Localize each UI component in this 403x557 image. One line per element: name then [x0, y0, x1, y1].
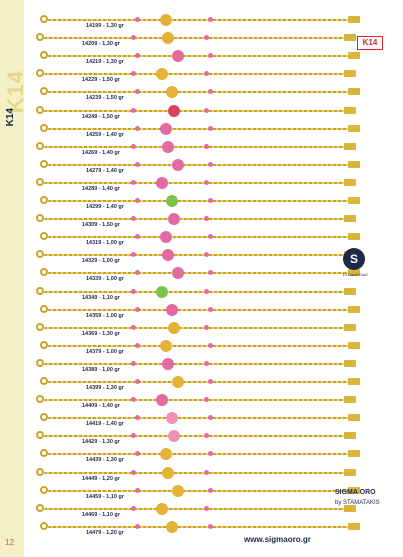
charm-icon	[172, 485, 184, 497]
bracelet-item	[40, 231, 360, 249]
charm-icon	[168, 105, 180, 117]
clasp-icon	[40, 124, 48, 132]
bead-icon	[131, 180, 136, 185]
tag-icon	[348, 52, 360, 59]
bead-icon	[208, 270, 213, 275]
bead-icon	[208, 415, 213, 420]
tag-icon	[344, 34, 356, 41]
chain-line	[48, 309, 350, 311]
chain-line	[44, 435, 346, 437]
charm-icon	[156, 177, 168, 189]
charm-icon	[156, 286, 168, 298]
bead-icon	[131, 506, 136, 511]
tag-icon	[344, 143, 356, 150]
clasp-icon	[36, 33, 44, 41]
bracelet-item	[36, 177, 356, 195]
chain-line	[44, 472, 346, 474]
product-code: 14219 - 1,30 gr	[86, 59, 124, 66]
side-label-small: K14	[5, 108, 16, 127]
bead-icon	[135, 451, 140, 456]
chain-line	[48, 236, 350, 238]
chain-line	[44, 218, 346, 220]
charm-icon	[160, 448, 172, 460]
tag-icon	[344, 360, 356, 367]
tag-icon	[348, 88, 360, 95]
product-code: 14369 - 1,30 gr	[82, 330, 120, 337]
clasp-icon	[36, 504, 44, 512]
bead-icon	[135, 234, 140, 239]
bracelet-item	[36, 32, 356, 50]
chain-line	[48, 526, 350, 528]
bead-icon	[204, 433, 209, 438]
bead-icon	[208, 126, 213, 131]
bead-icon	[131, 252, 136, 257]
side-strip	[0, 0, 28, 557]
product-code: 14299 - 1,40 gr	[86, 204, 124, 210]
tag-icon	[348, 197, 360, 204]
charm-icon	[160, 231, 172, 243]
product-code: 14199 - 1,30 gr	[86, 23, 124, 29]
bead-icon	[208, 488, 213, 493]
charm-icon	[166, 412, 178, 424]
bead-icon	[131, 71, 136, 76]
bracelet-item	[40, 304, 360, 322]
bracelet-item	[40, 123, 360, 141]
chain-line	[44, 146, 346, 148]
product-code: 14269 - 1,40 gr	[82, 149, 120, 156]
bead-icon	[208, 162, 213, 167]
clasp-icon	[36, 106, 44, 114]
chain-line	[48, 490, 350, 492]
tag-icon	[344, 324, 356, 331]
tag-icon	[344, 215, 356, 222]
chain-line	[48, 200, 350, 202]
product-code: 14469 - 1,10 gr	[82, 511, 120, 518]
bead-icon	[135, 89, 140, 94]
tag-icon	[348, 450, 360, 457]
bead-icon	[204, 252, 209, 257]
charm-icon	[172, 376, 184, 388]
product-code: 14429 - 1,30 gr	[82, 439, 120, 446]
charm-icon	[172, 159, 184, 171]
chain-line	[44, 254, 346, 256]
product-code: 14229 - 1,50 gr	[82, 77, 120, 84]
bracelet-item	[40, 50, 360, 68]
clasp-icon	[40, 15, 48, 23]
tag-icon	[348, 414, 360, 421]
bead-icon	[135, 53, 140, 58]
charm-icon	[168, 430, 180, 442]
chain-line	[44, 110, 346, 112]
bead-icon	[135, 488, 140, 493]
clasp-icon	[36, 69, 44, 77]
clasp-icon	[36, 142, 44, 150]
bracelet-item	[36, 286, 356, 304]
bead-icon	[131, 216, 136, 221]
charm-icon	[172, 50, 184, 62]
tag-icon	[348, 16, 360, 23]
clasp-icon	[40, 51, 48, 59]
chain-line	[44, 508, 346, 510]
chain-line	[48, 19, 350, 21]
page-number: 12	[5, 538, 14, 547]
clasp-icon	[40, 449, 48, 457]
bead-icon	[131, 289, 136, 294]
product-code: 14449 - 1,20 gr	[82, 475, 120, 482]
tag-icon	[344, 469, 356, 476]
bead-icon	[204, 216, 209, 221]
product-code: 14409 - 1,40 gr	[82, 403, 120, 410]
chain-line	[48, 272, 350, 274]
bead-icon	[135, 415, 140, 420]
product-code: 14249 - 1,50 gr	[82, 113, 120, 120]
product-code: 14399 - 1,30 gr	[86, 385, 124, 391]
bead-icon	[204, 397, 209, 402]
clasp-icon	[40, 341, 48, 349]
tag-icon	[348, 125, 360, 132]
bead-icon	[204, 71, 209, 76]
bracelet-item	[40, 195, 360, 213]
tag-icon	[348, 161, 360, 168]
chain-line	[48, 164, 350, 166]
chain-line	[44, 37, 346, 39]
website-url: www.sigmaoro.gr	[244, 535, 311, 544]
bead-icon	[131, 433, 136, 438]
bracelet-item	[40, 267, 360, 285]
product-code: 14329 - 1,00 gr	[82, 258, 120, 265]
clasp-icon	[40, 522, 48, 530]
product-code: 14259 - 1,40 gr	[86, 131, 124, 138]
bracelet-item	[36, 503, 356, 521]
bead-icon	[208, 198, 213, 203]
tag-icon	[344, 288, 356, 295]
bead-icon	[131, 397, 136, 402]
clasp-icon	[40, 87, 48, 95]
product-code: 14389 - 1,00 gr	[82, 366, 120, 373]
charm-icon	[166, 521, 178, 533]
bead-icon	[208, 524, 213, 529]
clasp-icon	[40, 413, 48, 421]
bead-icon	[208, 307, 213, 312]
bead-icon	[208, 53, 213, 58]
bead-icon	[204, 35, 209, 40]
charm-icon	[160, 123, 172, 135]
tag-icon	[344, 179, 356, 186]
clasp-icon	[40, 160, 48, 168]
charm-icon	[156, 394, 168, 406]
bracelet-item	[36, 358, 356, 376]
brand-name: SIGMA ORO	[335, 489, 376, 496]
bead-icon	[204, 289, 209, 294]
clasp-icon	[40, 305, 48, 313]
clasp-icon	[36, 468, 44, 476]
tag-icon	[344, 432, 356, 439]
charm-icon	[172, 267, 184, 279]
bead-icon	[135, 307, 140, 312]
clasp-icon	[40, 486, 48, 494]
bracelet-item	[40, 14, 360, 32]
product-code: 14479 - 1,20 gr	[86, 529, 124, 536]
charm-icon	[162, 467, 174, 479]
tag-icon	[344, 107, 356, 114]
bead-icon	[204, 108, 209, 113]
bead-icon	[135, 379, 140, 384]
bracelet-item	[40, 521, 360, 539]
product-code: 14359 - 1,00 gr	[86, 312, 124, 319]
clasp-icon	[36, 323, 44, 331]
bead-icon	[204, 144, 209, 149]
chain-line	[48, 381, 350, 383]
bead-icon	[131, 35, 136, 40]
bead-icon	[131, 470, 136, 475]
tag-icon	[344, 396, 356, 403]
bead-icon	[204, 361, 209, 366]
tag-icon	[348, 342, 360, 349]
bracelet-item	[36, 394, 356, 412]
bead-icon	[204, 506, 209, 511]
bracelet-item	[36, 68, 356, 86]
bead-icon	[208, 343, 213, 348]
clasp-icon	[40, 377, 48, 385]
product-code: 14349 - 1,10 gr	[82, 294, 120, 301]
chain-line	[48, 417, 350, 419]
category-badge: K14	[357, 36, 383, 50]
bracelet-item	[40, 412, 360, 430]
chain-line	[48, 91, 350, 93]
bead-icon	[135, 162, 140, 167]
chain-line	[44, 399, 346, 401]
bracelet-item	[40, 340, 360, 358]
product-code: 14289 - 1,40 gr	[82, 185, 120, 192]
charm-icon	[166, 304, 178, 316]
clasp-icon	[36, 250, 44, 258]
clasp-icon	[40, 268, 48, 276]
clasp-icon	[36, 359, 44, 367]
bead-icon	[135, 17, 140, 22]
bracelet-item	[36, 467, 356, 485]
bead-icon	[204, 325, 209, 330]
bracelet-item	[36, 430, 356, 448]
bracelet-item	[40, 159, 360, 177]
charm-icon	[162, 358, 174, 370]
clasp-icon	[40, 196, 48, 204]
bead-icon	[135, 126, 140, 131]
bead-icon	[208, 89, 213, 94]
charm-icon	[162, 249, 174, 261]
product-code: 14419 - 1,40 gr	[86, 421, 124, 428]
charm-icon	[156, 503, 168, 515]
bead-icon	[131, 325, 136, 330]
tag-icon	[348, 378, 360, 385]
product-code: 14309 - 1,50 gr	[82, 222, 120, 229]
bracelet-item	[36, 249, 356, 267]
bead-icon	[208, 234, 213, 239]
chain-line	[44, 73, 346, 75]
product-code: 14319 - 1,00 gr	[86, 240, 124, 247]
tag-icon	[348, 233, 360, 240]
bead-icon	[135, 270, 140, 275]
chain-line	[44, 327, 346, 329]
charm-icon	[160, 340, 172, 352]
chain-line	[48, 55, 350, 57]
chain-line	[44, 363, 346, 365]
chain-line	[44, 291, 346, 293]
bracelet-item	[36, 105, 356, 123]
clasp-icon	[40, 232, 48, 240]
chain-line	[48, 128, 350, 130]
bracelet-item	[40, 485, 360, 503]
charm-icon	[166, 195, 178, 207]
product-code: 14379 - 1,00 gr	[86, 348, 124, 355]
bracelet-item	[40, 448, 360, 466]
brand-subtitle: by STAMATAKIS	[335, 500, 380, 506]
product-code: 14209 - 1,30 gr	[82, 41, 120, 48]
charm-icon	[166, 86, 178, 98]
bead-icon	[135, 198, 140, 203]
charm-icon	[156, 68, 168, 80]
chain-line	[44, 182, 346, 184]
clasp-icon	[36, 287, 44, 295]
bracelet-item	[40, 376, 360, 394]
bead-icon	[135, 343, 140, 348]
bead-icon	[208, 451, 213, 456]
chain-line	[48, 345, 350, 347]
tag-icon	[348, 523, 360, 530]
charm-icon	[162, 141, 174, 153]
clasp-icon	[36, 431, 44, 439]
bead-icon	[208, 17, 213, 22]
bead-icon	[131, 108, 136, 113]
bead-icon	[204, 180, 209, 185]
gold-seal-icon: S	[343, 248, 365, 270]
charm-icon	[168, 322, 180, 334]
bead-icon	[204, 470, 209, 475]
product-code: 14279 - 1,40 gr	[86, 167, 124, 174]
bracelet-item	[36, 213, 356, 231]
bracelet-item	[36, 322, 356, 340]
product-code: 14439 - 1,30 gr	[86, 457, 124, 464]
clasp-icon	[36, 178, 44, 186]
product-code: 14459 - 1,10 gr	[86, 493, 124, 500]
bracelet-item	[36, 141, 356, 159]
tag-icon	[348, 306, 360, 313]
side-label-big: K14	[3, 70, 28, 114]
charm-icon	[162, 32, 174, 44]
chain-line	[48, 453, 350, 455]
clasp-icon	[36, 395, 44, 403]
bead-icon	[131, 361, 136, 366]
bead-icon	[135, 524, 140, 529]
charm-icon	[160, 14, 172, 26]
product-code: 14239 - 1,50 gr	[86, 95, 124, 102]
charm-icon	[168, 213, 180, 225]
bead-icon	[208, 379, 213, 384]
gold-seal-caption: 14 Carat Gold	[342, 272, 368, 277]
bead-icon	[131, 144, 136, 149]
bracelet-item	[40, 86, 360, 104]
clasp-icon	[36, 214, 44, 222]
product-code: 14339 - 1,00 gr	[86, 276, 124, 283]
tag-icon	[344, 70, 356, 77]
